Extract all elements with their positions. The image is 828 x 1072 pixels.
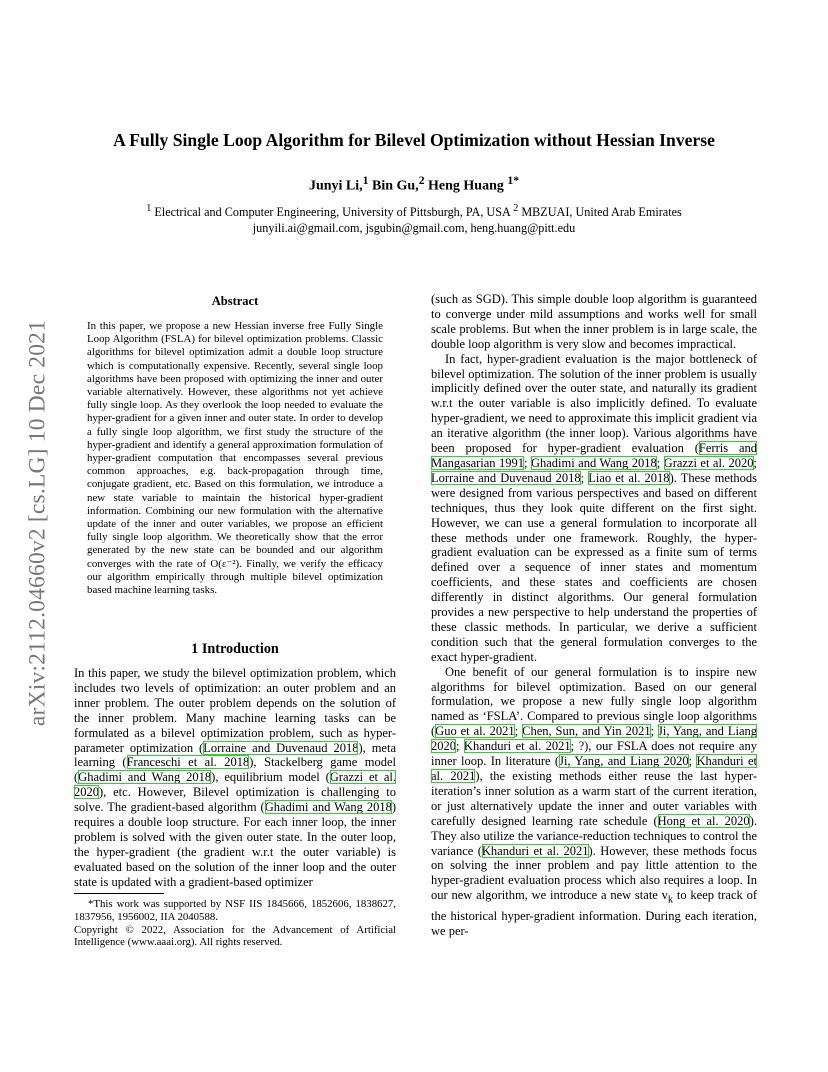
separator: ; bbox=[524, 455, 531, 470]
paragraph bbox=[431, 352, 757, 665]
citation-link[interactable]: Hong et al. 2020 bbox=[657, 813, 750, 828]
affiliation-mark: 2 bbox=[513, 203, 519, 214]
affiliation-1: Electrical and Computer Engineering, University of Pittsburgh, PA, USA bbox=[154, 205, 511, 220]
citation-link[interactable]: Ghadimi and Wang 2018 bbox=[530, 455, 657, 470]
author-affiliation-mark: 2 bbox=[418, 174, 425, 187]
paragraph-text: One benefit of our general formulation is to inspire new algorithms for bilevel optimization. Based on our general formulation, we propose a new fully single loop algorithm named as ‘FSLA’. Compared to previous single loop algorithms ( bbox=[431, 664, 757, 739]
author-name: Heng Huang bbox=[428, 178, 504, 194]
funding-footnote: *This work was supported by NSF IIS 1845666, 1852606, 1838627, 1837956, 1956002, IIA 2040588. bbox=[74, 898, 396, 923]
affiliation-line bbox=[60, 201, 768, 220]
citation-link[interactable]: Khanduri et al. 2021 bbox=[481, 843, 589, 858]
citation-link[interactable]: Lorraine and Duvenaud 2018 bbox=[431, 470, 581, 485]
citation-link[interactable]: Grazzi et al. 2020 bbox=[663, 455, 754, 470]
citation-link[interactable]: Guo et al. 2021 bbox=[435, 724, 515, 739]
subscript: k bbox=[667, 894, 674, 906]
section-heading-introduction: 1 Introduction bbox=[191, 641, 279, 657]
separator: ; bbox=[456, 739, 464, 754]
paragraph-text: ) requires a double loop structure. For each inner loop, the inner problem is solved with the given outer state. In the outer loop, the hyper-gradient (the gradient w.r.t the outer variable) is evaluated based on the solution of the inner loop and the outer state is updated with a gradient-based optimizer bbox=[74, 800, 396, 889]
paper-title: A Fully Single Loop Algorithm for Bilevel Optimization without Hessian Inverse bbox=[113, 130, 715, 150]
copyright-notice: Copyright © 2022, Association for the Advancement of Artificial Intelligence (www.aaai.org). All rights reserved. bbox=[74, 923, 396, 949]
paragraph: (such as SGD). This simple double loop algorithm is guaranteed to converge under mild assumptions and works well for small scale problems. But when the inner problem is in large scale, the double loop algorithm is very slow and becomes impractical. bbox=[431, 292, 757, 351]
citation-link[interactable]: Khanduri et al. 2021 bbox=[463, 739, 571, 754]
separator: ; bbox=[753, 455, 757, 470]
author-name: Junyi Li, bbox=[308, 178, 363, 194]
citation-link[interactable]: Lorraine and Duvenaud 2018 bbox=[203, 740, 359, 755]
footnote-rule bbox=[74, 893, 164, 894]
right-column bbox=[431, 292, 757, 938]
paragraph-text: to keep track of the historical hyper-gradient information. During each iteration, we per- bbox=[431, 888, 757, 938]
citation-link[interactable]: Ji, Yang, and Liang 2020 bbox=[559, 754, 689, 769]
paragraph-text: ), etc. However, Bilevel optimization is challenging to solve. The gradient-based algorithm ( bbox=[74, 785, 396, 815]
citation-link[interactable]: Khanduri et al. 2021 bbox=[431, 754, 758, 783]
citation-link[interactable]: Ghadimi and Wang 2018 bbox=[264, 800, 392, 815]
citation-link[interactable]: Grazzi et al. 2020 bbox=[74, 770, 396, 800]
affiliation-mark: 1 bbox=[146, 203, 152, 214]
abstract-heading: Abstract bbox=[211, 294, 259, 308]
paragraph-text: ), equilibrium model ( bbox=[211, 770, 330, 785]
affiliations bbox=[60, 201, 768, 236]
author-name: Bin Gu, bbox=[371, 178, 419, 194]
paragraph bbox=[74, 666, 396, 890]
author-affiliation-mark: 1* bbox=[507, 174, 520, 187]
author-list bbox=[60, 174, 768, 195]
paragraph-text: ; ?), our FSLA does not require any inner loop. In literature ( bbox=[431, 739, 757, 769]
separator: ; bbox=[656, 455, 664, 470]
separator: ; bbox=[650, 724, 659, 739]
separator: ; bbox=[580, 470, 589, 485]
paragraph-text: In fact, hyper-gradient evaluation is the major bottleneck of bilevel optimization. The solution of the inner problem is usually implicitly defined over the outer state, and naturally its gradient w.r.t the outer variable is also implicitly defined. To evaluate hyper-gradient, we need to approximate this implicit gradient via an iterative algorithm (the inner loop). Various algorithms have been proposed for hyper-gradient evaluation ( bbox=[431, 351, 757, 456]
affiliation-2: MBZUAI, United Arab Emirates bbox=[521, 205, 682, 220]
paragraph-text: In this paper, we study the bilevel optimization problem, which includes two levels of optimization: an outer problem and an inner problem. The outer problem depends on the solution of the inner problem. Many machine learning tasks can be formulated as a bilevel optimization problem, such as hyper-parameter optimization ( bbox=[74, 666, 396, 755]
paragraph-text: ). However, these methods focus on solving the inner problem and pay little attention to the hyper-gradient evaluation process which also requires a loop. In our new algorithm, we introduce a new state v bbox=[431, 843, 757, 903]
citation-link[interactable]: Ghadimi and Wang 2018 bbox=[78, 770, 212, 785]
abstract-text: In this paper, we propose a new Hessian inverse free Fully Single Loop Algorithm (FSLA) for bilevel optimization problems. Classic algorithms for bilevel optimization admit a double loop structure which is computationally expensive. Recently, several single loop algorithms have been proposed with optimizing the inner and outer variable alternatively. However, these algorithms not yet achieve fully single loop. As they overlook the loop needed to evaluate the hyper-gradient for a given inner and outer state. In order to develop a fully single loop algorithm, we first study the structure of the hyper-gradient and identify a general approximation formulation of hyper-gradient computation that encompasses several previous common approaches, e.g. back-propagation through time, conjugate gradient, etc. Based on this formulation, we introduce a new state variable to maintain the historical hyper-gradient information. Combining our new formulation with the alternative update of the inner and outer variables, we propose an efficient fully single loop algorithm. We theoretically show that the error generated by the new state can be bounded and our algorithm converges with the rate of O(ε⁻²). Finally, we verify the efficacy our algorithm empirically through multiple bilevel optimization based machine learning tasks. bbox=[87, 320, 383, 597]
citation-link[interactable]: Chen, Sun, and Yin 2021 bbox=[522, 724, 651, 739]
author-affiliation-mark: 1 bbox=[362, 174, 369, 187]
separator: ; bbox=[514, 724, 523, 739]
paragraph-text: ). These methods were designed from various perspectives and based on different techniques, thus they look quite different on the first sight. However, we can use a general formulation to incorporate all these methods under one framework. Roughly, the hyper-gradient evaluation can be expressed as a finite sum of terms defined over a sequence of inner states and momentum coefficients, and these states and coefficients are chosen differently in distinct algorithms. Our general formulation provides a new perspective to help understand the properties of these classic methods. In particular, we derive a sufficient condition such that the general formulation converges to the exact hyper-gradient. bbox=[431, 470, 757, 664]
citation-link[interactable]: Ferris and Mangasarian 1991 bbox=[431, 441, 757, 470]
footnotes bbox=[74, 898, 396, 949]
paragraph-text: ), Stackelberg game model ( bbox=[74, 755, 396, 785]
citation-link[interactable]: Liao et al. 2018 bbox=[588, 470, 670, 485]
paragraph-text: ). They also utilize the variance-reduction techniques to control the variance ( bbox=[431, 813, 757, 858]
author-emails: junyili.ai@gmail.com, jsgubin@gmail.com, heng.huang@pitt.edu bbox=[252, 221, 576, 236]
arxiv-identifier-text: arXiv:2112.04660v2 [cs.LG] 10 Dec 2021 bbox=[24, 319, 51, 727]
paragraph-text: ), the existing methods either reuse the last hyper-iteration’s inner solution as a warm start of the current iteration, or just alternatively update the inner and outer variables with carefully designed learning rate schedule ( bbox=[431, 769, 757, 828]
paragraph bbox=[431, 665, 757, 939]
paragraph-text: ), meta learning ( bbox=[74, 740, 397, 770]
citation-link[interactable]: Franceschi et al. 2018 bbox=[126, 755, 250, 770]
introduction-left-column bbox=[74, 666, 396, 890]
arxiv-identifier bbox=[24, 288, 52, 758]
citation-link[interactable]: Ji, Yang, and Liang 2020 bbox=[431, 724, 757, 754]
separator: ; bbox=[688, 754, 697, 769]
